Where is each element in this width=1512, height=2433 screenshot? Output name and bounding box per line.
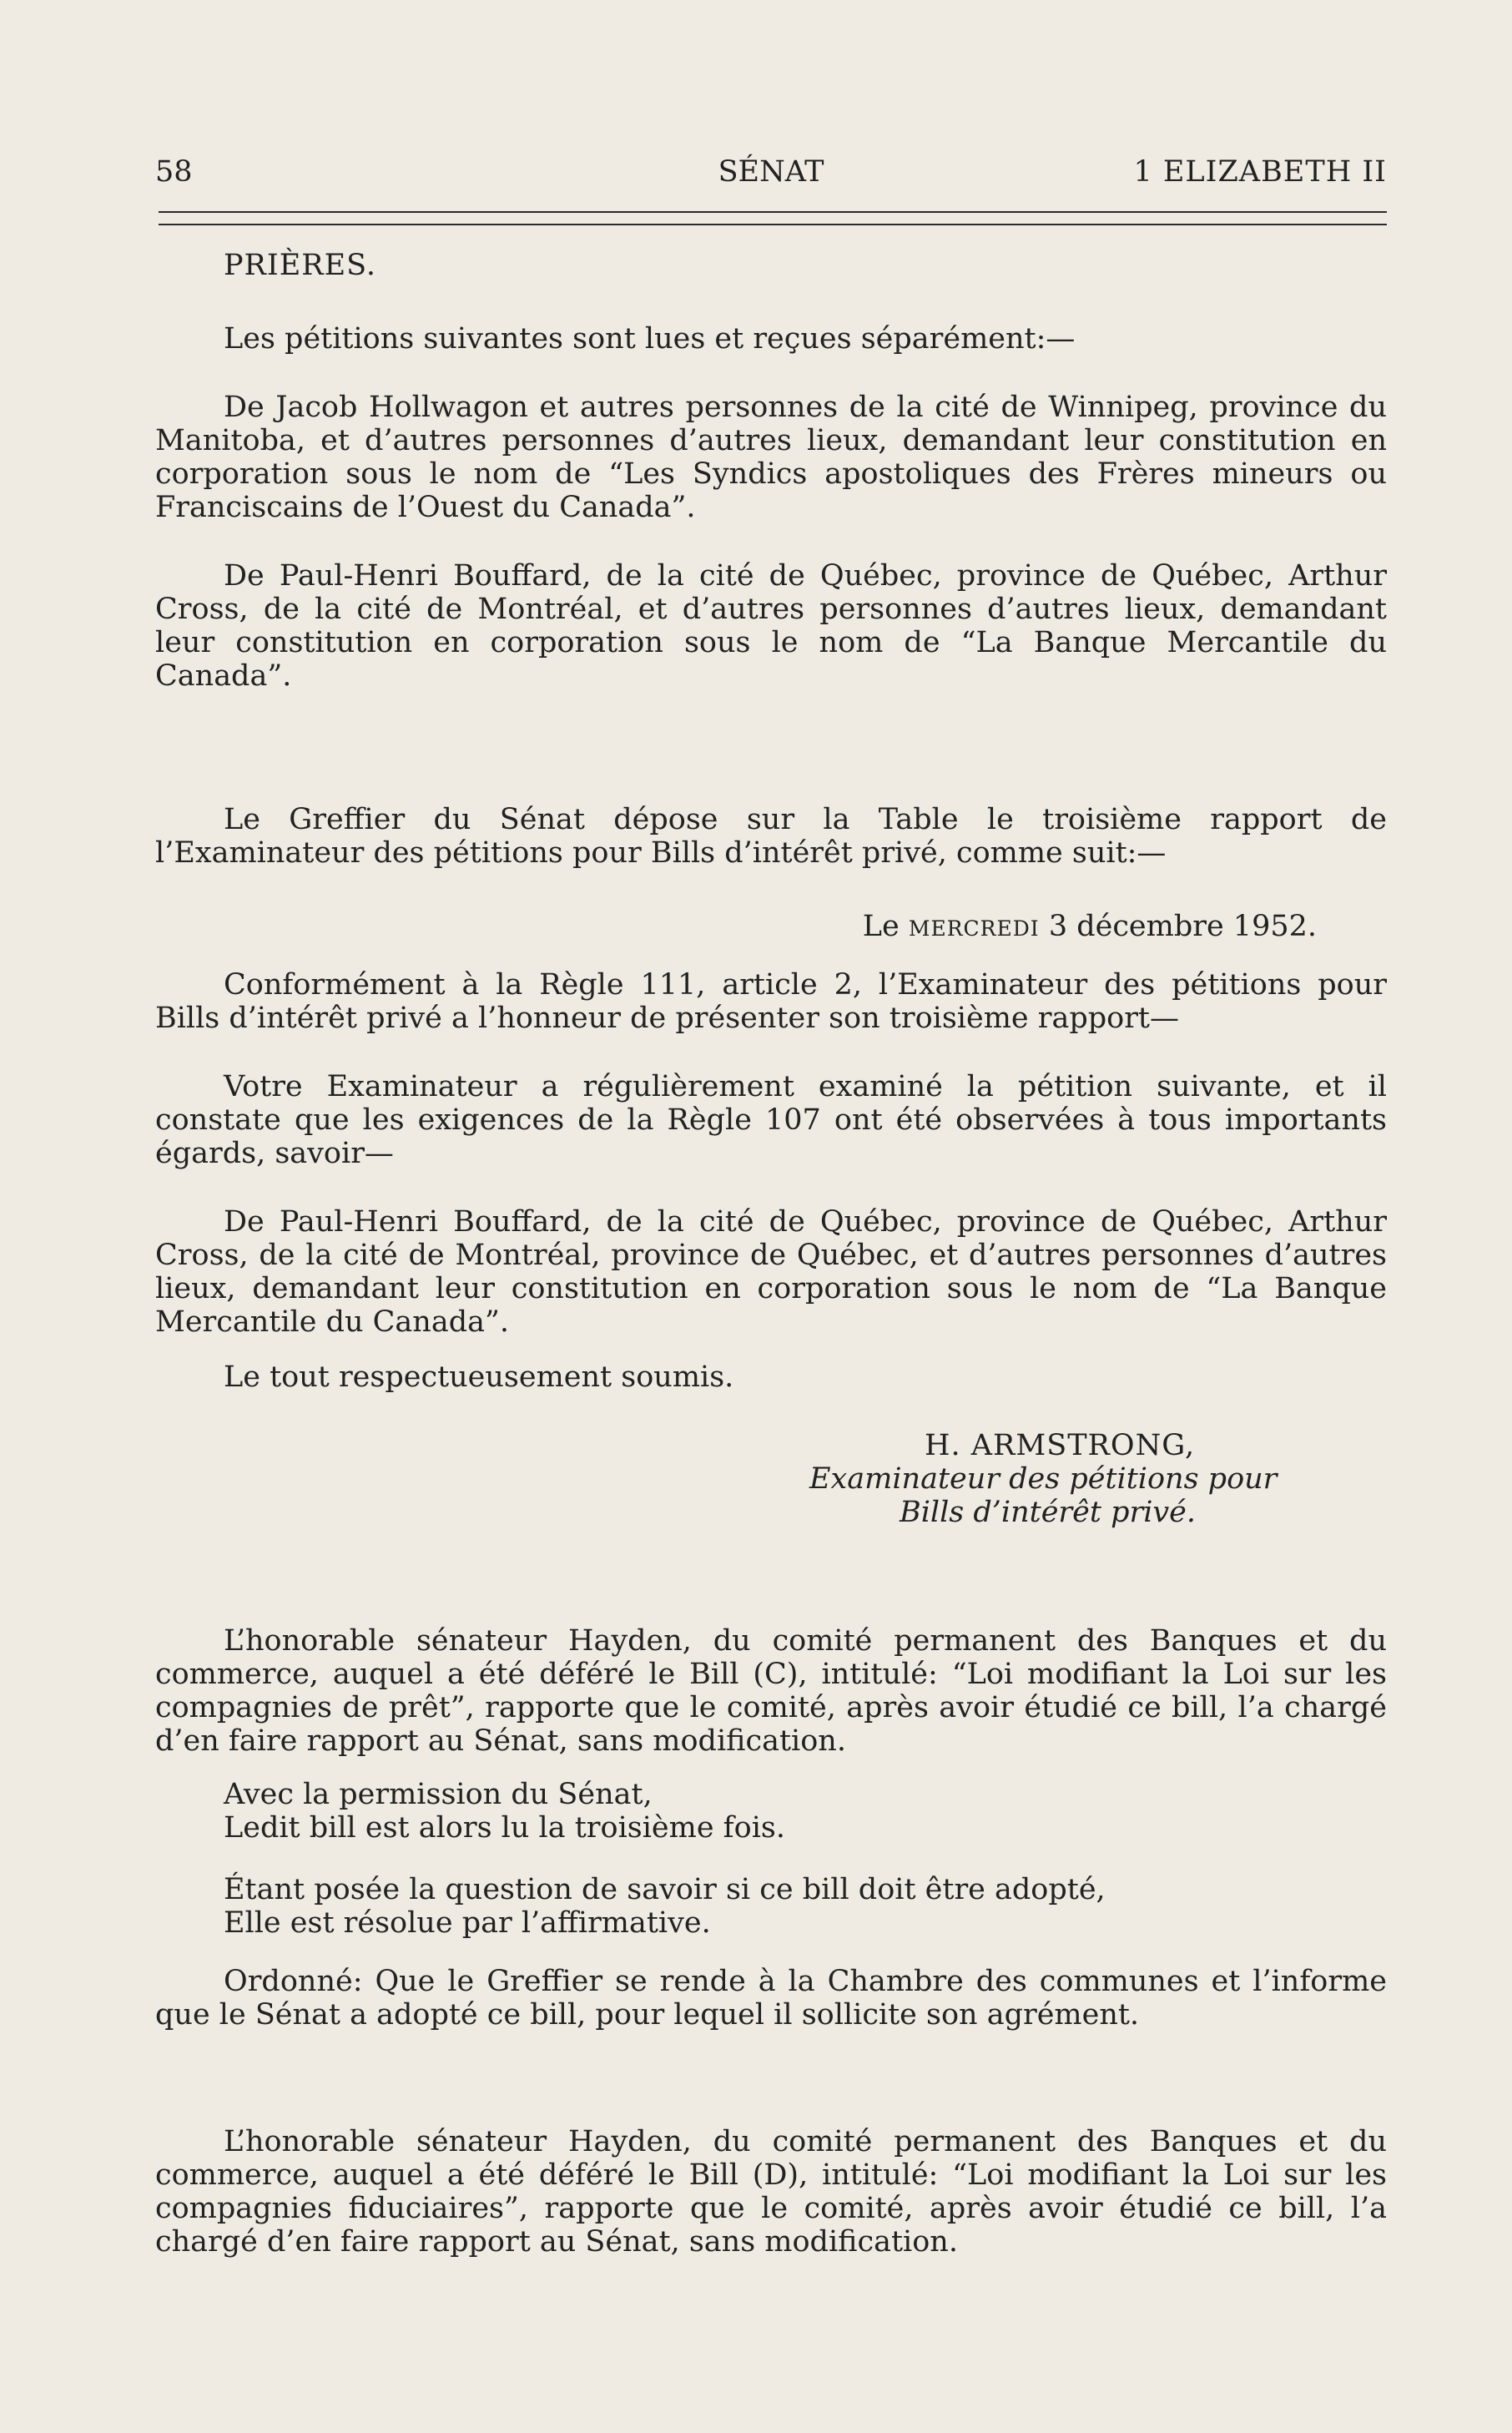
hayden-bill-c-paragraph: L’honorable sénateur Hayden, du comité permanent des Banques et du commerce, auquel a été déféré le Bill (C), intitulé: “Loi modifiant la Loi sur les compagnies de prêt”, rapporte que le comité, après avoir étudié ce bill, l’a chargé d’en faire rapport au Sénat, sans modification. [155, 1624, 1387, 1758]
affirmative-line: Elle est résolue par l’affirmative. [224, 1906, 711, 1940]
page-header [155, 155, 1387, 197]
date-weekday: mercredi [908, 910, 1040, 943]
date-prefix: Le [862, 910, 900, 943]
respectfully-submitted: Le tout respectueusement soumis. [224, 1360, 734, 1394]
petitions-intro: Les pétitions suivantes sont lues et reçues séparément:— [224, 322, 1076, 356]
header-rule-bottom [159, 224, 1387, 225]
prayers-heading: PRIÈRES. [224, 249, 377, 282]
running-title: SÉNAT [718, 155, 824, 189]
petition-paragraph-2: De Paul-Henri Bouffard, de la cité de Québec, province de Québec, Arthur Cross, de la cité de Montréal, et d’autres personnes d’autres lieux, demandant leur constitution en corporation sous le nom de “La Banque Mercantile du Canada”. [155, 559, 1387, 693]
header-rule-top [159, 211, 1387, 213]
signature-block [809, 1429, 1387, 1529]
signature-title-line-2: Bills d’intérêt privé. [900, 1496, 1197, 1529]
page-body [155, 249, 1387, 2259]
report-date [155, 910, 1387, 943]
question-line: Étant posée la question de savoir si ce bill doit être adopté, [224, 1873, 1106, 1906]
examiner-paragraph: Votre Examinateur a régulièrement examiné la pétition suivante, et il constate que les exigences de la Règle 107 ont été observées à tous importants égards, savoir— [155, 1070, 1387, 1170]
petition-paragraph-1: De Jacob Hollwagon et autres personnes de la cité de Winnipeg, province du Manitoba, et d’autres personnes d’autres lieux, demandant leur constitution en corporation sous le nom de “Les Syndics apostoliques des Frères mineurs ou Franciscains de l’Ouest du Canada”. [155, 391, 1387, 524]
petition-paragraph-3: De Paul-Henri Bouffard, de la cité de Québec, province de Québec, Arthur Cross, de la cité de Montréal, province de Québec, et d’autres personnes d’autres lieux, demandant leur constitution en corporation sous le nom de “La Banque Mercantile du Canada”. [155, 1205, 1387, 1339]
permission-line: Avec la permission du Sénat, [224, 1778, 653, 1811]
ordered-paragraph: Ordonné: Que le Greffier se rende à la Chambre des communes et l’informe que le Sénat a adopté ce bill, pour lequel il sollicite son agrément. [155, 1965, 1387, 2032]
clerk-report-paragraph: Le Greffier du Sénat dépose sur la Table le troisième rapport de l’Examinateur des pétitions pour Bills d’intérêt privé, comme suit:— [155, 803, 1387, 870]
third-reading-line: Ledit bill est alors lu la troisième fois. [224, 1811, 785, 1845]
page-number: 58 [155, 155, 193, 189]
hayden-bill-d-paragraph: L’honorable sénateur Hayden, du comité permanent des Banques et du commerce, auquel a été déféré le Bill (D), intitulé: “Loi modifiant la Loi sur les compagnies fiduciaires”, rapporte que le comité, après avoir étudié ce bill, l’a chargé d’en faire rapport au Sénat, sans modification. [155, 2125, 1387, 2259]
signature-title-line-1: Examinateur des pétitions pour [809, 1462, 1278, 1496]
signature-name: H. ARMSTRONG, [925, 1429, 1196, 1462]
date-rest: 3 décembre 1952. [1048, 910, 1317, 943]
conformement-paragraph: Conformément à la Règle 111, article 2, l’Examinateur des pétitions pour Bills d’intérêt privé a l’honneur de présenter son troisième rapport— [155, 968, 1387, 1035]
regnal-year: 1 ELIZABETH II [1133, 155, 1387, 189]
